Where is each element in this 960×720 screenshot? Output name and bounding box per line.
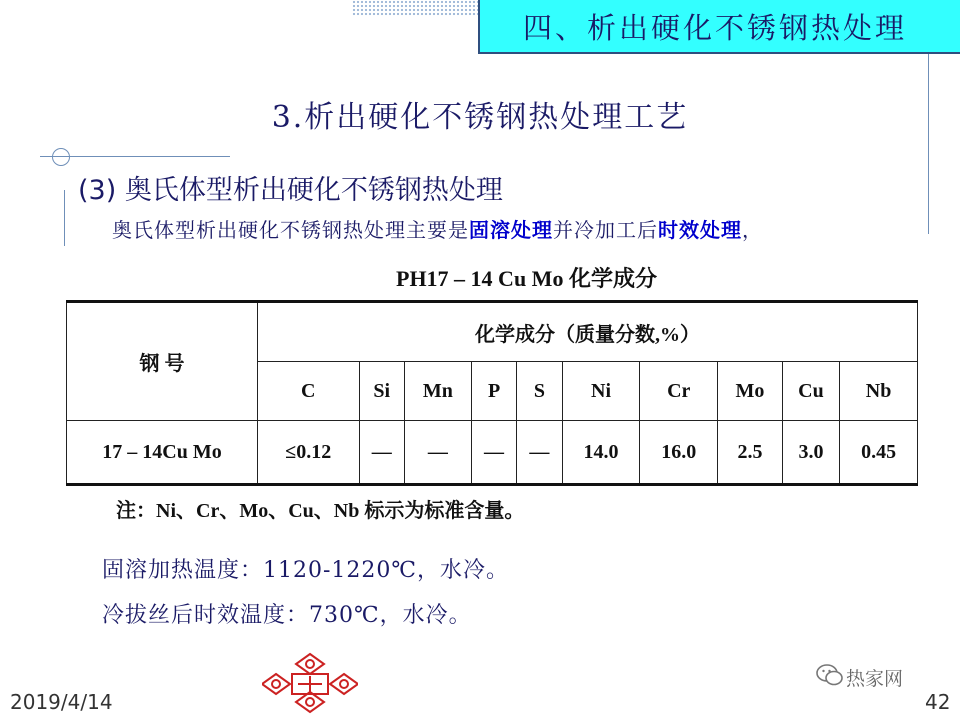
table-cell: 3.0 [782, 421, 839, 485]
table-col-header: Nb [840, 362, 918, 421]
footer-date: 2019/4/14 [10, 690, 113, 714]
intro-part-1: 奥氏体型析出硬化不锈钢热处理主要是 [112, 218, 469, 242]
decor-circle [52, 148, 70, 166]
page-title: 3.析出硬化不锈钢热处理工艺 [271, 100, 689, 135]
table-row [67, 421, 918, 485]
wechat-icon [816, 662, 844, 688]
table-col-header: Ni [562, 362, 640, 421]
intro-highlight-solution: 固溶处理 [469, 218, 553, 242]
table-cell: ≤0.12 [258, 421, 360, 485]
table-col-header: P [471, 362, 516, 421]
aging-temperature-text: 冷拔丝后时效温度：730℃，水冷。 [102, 603, 472, 628]
table-cell: 16.0 [640, 421, 718, 485]
table-header-composition: 化学成分（质量分数,%） [258, 302, 918, 362]
table-col-header: Cu [782, 362, 839, 421]
decor-line-left [64, 190, 65, 246]
intro-highlight-aging: 时效处理 [658, 218, 742, 242]
table-col-header: C [258, 362, 360, 421]
table-col-header: Si [359, 362, 404, 421]
table-cell: 2.5 [718, 421, 783, 485]
watermark-label: 热家网 [846, 668, 904, 690]
intro-part-2: 并冷加工后 [553, 218, 658, 242]
table-cell: — [471, 421, 516, 485]
table-cell: — [404, 421, 471, 485]
solution-temperature-text: 固溶加热温度：1120-1220℃，水冷。 [102, 558, 510, 583]
header-dot-band [352, 0, 482, 16]
table-note: 注：Ni、Cr、Mo、Cu、Nb 标示为标准含量。 [116, 500, 525, 522]
intro-text [112, 214, 763, 243]
table-cell-grade: 17 – 14Cu Mo [67, 421, 258, 485]
table-header-grade: 钢 号 [67, 302, 258, 421]
table-cell: — [517, 421, 562, 485]
chemical-composition-table [66, 300, 918, 486]
table-cell: 0.45 [840, 421, 918, 485]
table-col-header: S [517, 362, 562, 421]
table-col-header: Mn [404, 362, 471, 421]
ornamental-logo-icon [262, 650, 358, 716]
table-cell: 14.0 [562, 421, 640, 485]
table-title: PH17 – 14 Cu Mo 化学成分 [396, 266, 657, 291]
decor-line-right [928, 54, 929, 234]
intro-part-3: ， [742, 218, 763, 242]
section-title: 四、析出硬化不锈钢热处理 [522, 11, 907, 45]
sub-heading: (3) 奥氏体型析出硬化不锈钢热处理 [78, 175, 503, 206]
page-number: 42 [925, 690, 951, 714]
table-col-header: Cr [640, 362, 718, 421]
table-cell: — [359, 421, 404, 485]
table-col-header: Mo [718, 362, 783, 421]
